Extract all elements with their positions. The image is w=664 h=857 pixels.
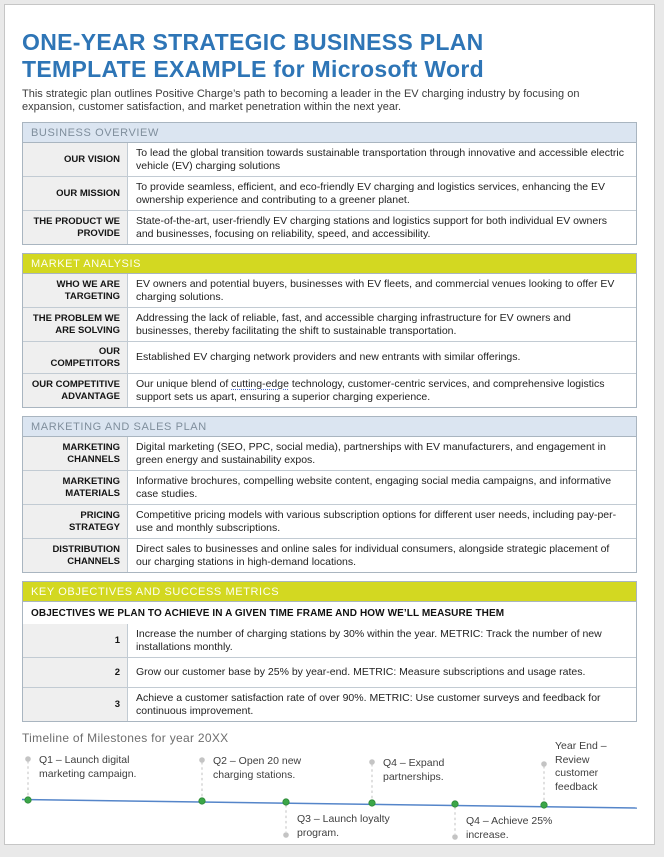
row-value-text: EV owners and potential buyers, businesses with EV fleets, and commercial venues looking to offer EV charging solutions.: [136, 277, 615, 303]
table-row: [23, 687, 636, 721]
milestone-label-year-end: Year End – Review customer feedback: [555, 740, 607, 793]
timeline-title: Timeline of Milestones for year 20XX: [22, 731, 229, 745]
timeline-canvas: [22, 740, 639, 845]
section-header: MARKET ANALYSIS: [23, 254, 636, 274]
row-value: [128, 342, 636, 373]
milestone-label-q2: Q2 – Open 20 new charging stations.: [213, 755, 302, 781]
row-value: [128, 143, 636, 176]
table-row: [23, 504, 636, 538]
page-title-line-1: ONE-YEAR STRATEGIC BUSINESS PLAN: [22, 29, 484, 55]
table-row: [23, 143, 636, 176]
row-value: [128, 539, 636, 572]
objective-number: 3: [23, 688, 128, 721]
milestone-end-dot: [283, 832, 289, 838]
section-market-analysis: [22, 253, 637, 408]
row-value: [128, 177, 636, 210]
section-key-objectives: [22, 581, 637, 722]
table-row: [23, 373, 636, 407]
milestone-label-q4-achieve: Q4 – Achieve 25% increase.: [466, 815, 553, 841]
milestone-end-dot: [452, 834, 458, 840]
row-value-text: Direct sales to businesses and online sales for individual consumers, alongside strategic placement of our charging stations in high-demand locations.: [136, 542, 610, 568]
row-label: WHO WE ARE TARGETING: [23, 274, 128, 307]
row-value-text: Addressing the lack of reliable, fast, and accessible charging infrastructure for EV owners and businesses, thereby facilitating the shift to sustainable transportation.: [136, 311, 571, 337]
milestone-end-dot: [199, 757, 205, 763]
row-value-text: Established EV charging network providers and new entrants with similar offerings.: [136, 351, 521, 363]
row-value-text: Informative brochures, compelling website content, engaging social media campaigns, and informative case studies.: [136, 474, 612, 500]
row-value-text-before: Our unique blend of: [136, 377, 232, 390]
row-value: [128, 211, 636, 244]
row-value: [128, 308, 636, 341]
table-row: [23, 437, 636, 470]
section-marketing-sales-plan: [22, 416, 637, 573]
milestone-label-q4-expand: Q4 – Expand partnerships.: [383, 757, 445, 783]
milestone-dot-green: [369, 800, 375, 806]
page-title-line-2: TEMPLATE EXAMPLE for Microsoft Word: [22, 56, 484, 82]
row-value: [128, 471, 636, 504]
timeline-of-milestones: [22, 731, 639, 845]
row-value: [128, 374, 636, 407]
row-label: MARKETING CHANNELS: [23, 437, 128, 470]
intro-paragraph: This strategic plan outlines Positive Charge’s path to becoming a leader in the EV charging industry by focusing on expansion, customer satisfaction, and market penetration within the next year.: [22, 88, 580, 113]
table-row: [23, 341, 636, 373]
row-label: OUR COMPETITORS: [23, 342, 128, 373]
milestone-dot-green: [199, 798, 205, 804]
row-value: [128, 688, 636, 721]
table-row: [23, 274, 636, 307]
section-header: BUSINESS OVERVIEW: [23, 123, 636, 143]
row-value-text: Digital marketing (SEO, PPC, social media), partnerships with EV manufacturers, and engagement in green energy and sustainability expos.: [136, 440, 606, 466]
milestone-dot-green: [541, 802, 547, 808]
row-value: [128, 274, 636, 307]
milestone-label-q1: Q1 – Launch digital marketing campaign.: [39, 754, 137, 780]
row-value: [128, 437, 636, 470]
section-header: KEY OBJECTIVES AND SUCCESS METRICS: [23, 582, 636, 602]
milestone-dot-green: [452, 801, 458, 807]
milestone-end-dot: [541, 761, 547, 767]
milestone-dot-green: [25, 797, 31, 803]
row-label: THE PROBLEM WE ARE SOLVING: [23, 308, 128, 341]
row-value-text: [136, 378, 626, 404]
row-value: [128, 505, 636, 538]
objective-number: 2: [23, 658, 128, 687]
row-value-text: Grow our customer base by 25% by year-end. METRIC: Measure subscriptions and usage rates.: [136, 666, 586, 678]
row-value-text: Competitive pricing models with various subscription options for different user needs, including pay-per-use and monthly subscriptions.: [136, 508, 617, 534]
table-row: [23, 657, 636, 687]
table-row: [23, 538, 636, 572]
table-row: [23, 470, 636, 504]
objective-number: 1: [23, 624, 128, 657]
row-label: DISTRIBUTION CHANNELS: [23, 539, 128, 572]
row-value-text-after: technology, customer-centric services, and comprehensive logistics support sets us apart, ensuring a superior charging experience.: [136, 377, 605, 403]
table-row: [23, 176, 636, 210]
milestone-end-dot: [25, 756, 31, 762]
row-label: OUR COMPETITIVE ADVANTAGE: [23, 374, 128, 407]
milestone-label-q3: Q3 – Launch loyalty program.: [297, 813, 390, 839]
row-value-text: To provide seamless, efficient, and eco-friendly EV charging and logistics services, enhancing the EV ownership experience and contributing to a greener planet.: [136, 180, 606, 206]
milestone-end-dot: [369, 759, 375, 765]
row-label: THE PRODUCT WE PROVIDE: [23, 211, 128, 244]
row-value: [128, 658, 636, 687]
row-value-text: State-of-the-art, user-friendly EV charging stations and logistics support for both individual EV owners and businesses, focusing on reliability, speed, and accessibility.: [136, 214, 607, 240]
page-title: [22, 29, 639, 83]
row-value-text: Increase the number of charging stations by 30% within the year. METRIC: Track the number of new installations monthly.: [136, 627, 602, 653]
page-content: [5, 5, 639, 845]
document-page: [4, 4, 655, 845]
section-business-overview: [22, 122, 637, 245]
objectives-subheader: OBJECTIVES WE PLAN TO ACHIEVE IN A GIVEN TIME FRAME AND HOW WE’LL MEASURE THEM: [31, 607, 505, 619]
row-value-text: To lead the global transition towards sustainable transportation through innovative and accessible electric vehicle (EV) charging solutions: [136, 146, 624, 172]
milestone-dot-green: [283, 799, 289, 805]
row-label: OUR MISSION: [23, 177, 128, 210]
table-row: [23, 624, 636, 657]
table-row: [23, 307, 636, 341]
row-value: [128, 624, 636, 657]
spellcheck-marked-word: cutting-edge: [231, 377, 289, 390]
section-header: MARKETING AND SALES PLAN: [23, 417, 636, 437]
table-row: [23, 210, 636, 244]
row-label: OUR VISION: [23, 143, 128, 176]
row-label: PRICING STRATEGY: [23, 505, 128, 538]
row-value-text: Achieve a customer satisfaction rate of over 90%. METRIC: Use customer surveys and feedback for continuous improvement.: [136, 691, 601, 717]
row-label: MARKETING MATERIALS: [23, 471, 128, 504]
